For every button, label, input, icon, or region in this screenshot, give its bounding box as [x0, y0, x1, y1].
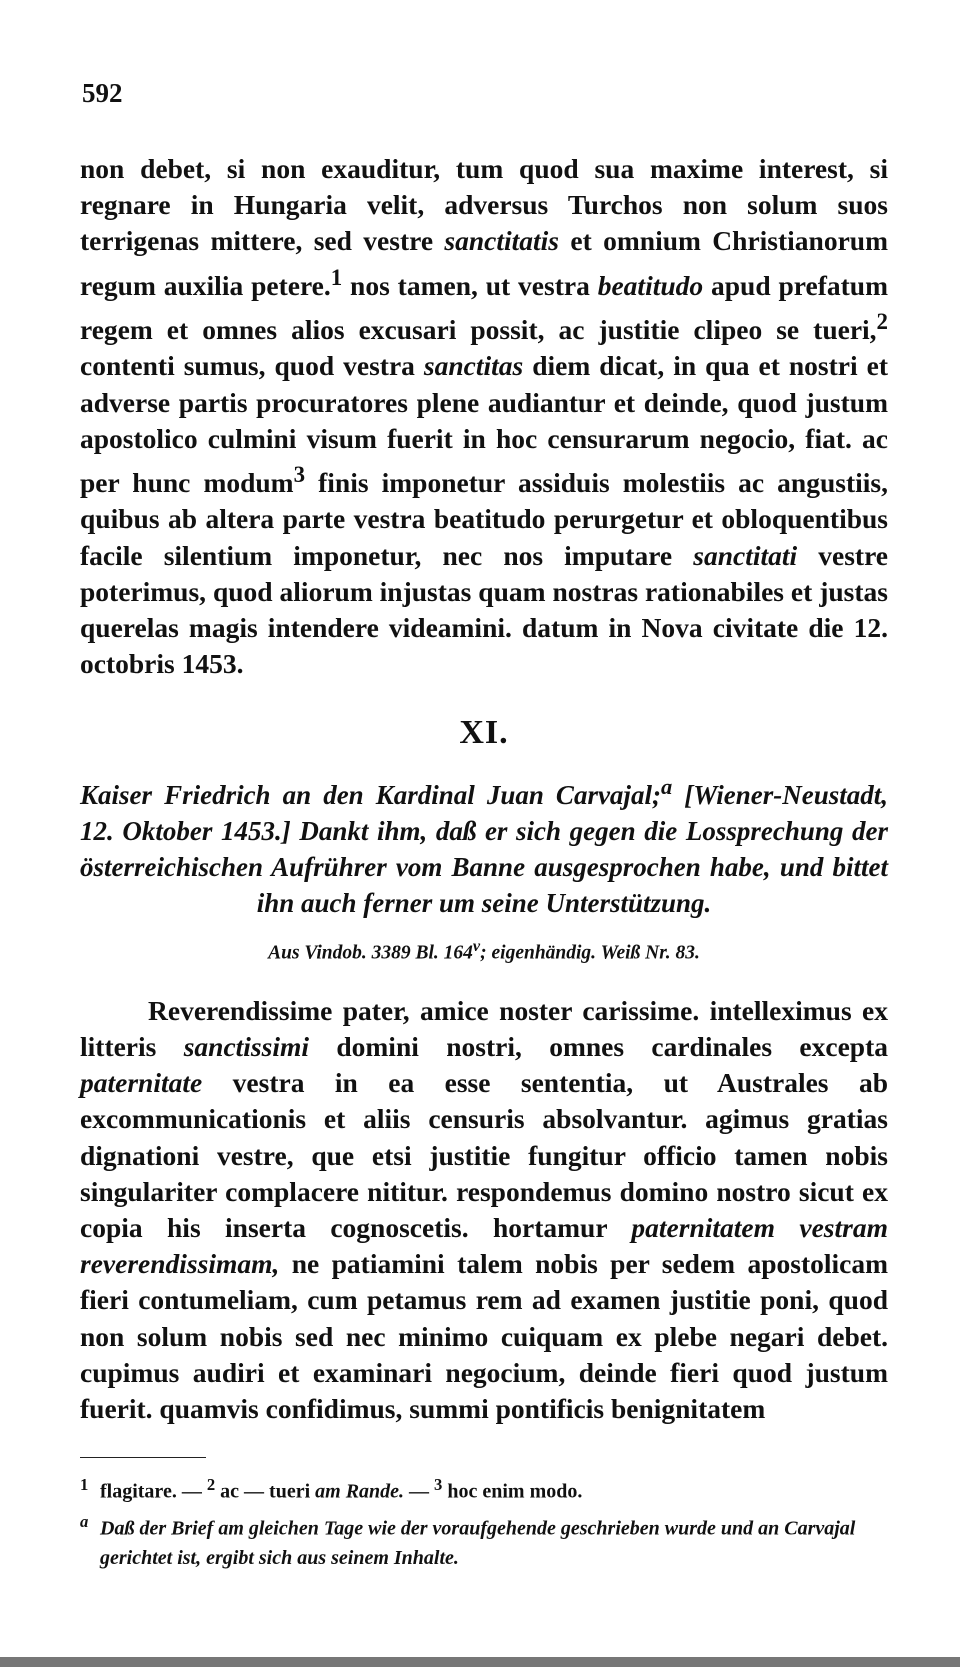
text-run: Aus Vindob. 3389 Bl. 164	[268, 942, 473, 964]
text-run: Reverendissime pater, amice noster carissime. intelleximus ex litteris	[80, 994, 888, 1063]
text-run: hoc enim modo.	[442, 1480, 583, 1503]
spaced-text: Daß der Brief am gleichen Tage wie der voraufgehende geschrieben wurde und an Carvajal gerichtet ist, ergibt sich aus seinem Inhalte.	[100, 1517, 856, 1569]
footnote-marker: a	[80, 1511, 89, 1531]
text-run: —	[404, 1480, 435, 1503]
footnote-reference: 3	[434, 1475, 443, 1495]
text-run: non debet, si non exauditur, tum quod sua maxime interest, si regnare in Hungaria velit, adversus Turchos non solum suos terrigenas mittere, sed vestre	[80, 153, 888, 257]
footnote-reference: a	[660, 774, 673, 800]
spaced-text: am Rande.	[315, 1480, 405, 1503]
page-number: 592	[82, 78, 123, 108]
footnote-reference: 1	[330, 264, 343, 290]
footnote-marker: 1	[80, 1475, 89, 1495]
spaced-text: sanctitas	[423, 350, 524, 382]
spaced-text: sanctitati	[693, 539, 798, 571]
letter-body-paragraph	[80, 993, 888, 1427]
footnote-reference: v	[472, 937, 481, 956]
section-heading: XI.	[459, 714, 509, 752]
footnote-reference: 2	[206, 1475, 216, 1495]
spaced-text: beatitudo	[597, 269, 704, 301]
text-run: apud prefatum regem et omnes alios excusari possit, ac justitie clipeo se tueri,	[80, 269, 888, 346]
text-run: nos tamen, ut vestra	[342, 269, 598, 301]
text-run: domini nostri, omnes cardinales excepta	[309, 1031, 888, 1063]
book-page	[80, 78, 888, 1573]
text-run: et omnium Christianorum regum auxilia petere.	[80, 225, 888, 301]
footnote-reference: 2	[876, 308, 888, 334]
text-run: Kaiser Friedrich an den Kardinal Juan Carvajal;	[80, 780, 661, 811]
text-run: vestra in ea esse sententia, ut Australes ab excommunicationis et aliis censuris absolvantur. agimus gratias dignationi vestre, que etsi justitie fungitur officio tamen nobis singulariter complacere nititur. respondemus domino nostro sicut ex copia his inserta cognoscetis. hortamur	[80, 1067, 888, 1244]
letter-conclusion-paragraph	[80, 151, 888, 682]
spaced-text: paternitate	[80, 1067, 203, 1099]
spaced-text: sanctitatis	[444, 225, 560, 257]
text-run: ; eigenhändig. Weiß Nr. 83.	[480, 942, 700, 964]
footnote-marker-wrap	[80, 1507, 100, 1544]
spaced-text: sanctissimi	[183, 1031, 310, 1063]
text-run: [Wiener-Neustadt, 12. Oktober 1453.] Dankt ihm, daß er sich gegen die Lossprechung der österreichischen Aufrührer vom Banne ausgesprochen habe, und bittet ihn auch ferner um seine Unterstützung.	[80, 780, 888, 919]
text-run: vestre poterimus, quod aliorum injustas quam nostras rationabiles et justas querelas magis intendere videamini. datum in Nova civitate die 12. octobris 1453.	[80, 539, 888, 680]
text-run: flagitare. —	[100, 1480, 207, 1503]
footnotes	[80, 1470, 888, 1572]
footnote-marker-wrap	[80, 1470, 100, 1507]
text-run: ne patiamini talem nobis per sedem apostolicam fieri contumeliam, cum petamus rem ad examen justitie poni, quod non solum nobis sed nec minimo cuiquam ex plebe negari debet. cupimus audiri et examinari negocium, deinde fieri quod justum fuerit. quamvis confidimus, summi pontificis benignitatem	[80, 1248, 888, 1425]
spaced-text: paternitatem vestram reverendissimam,	[80, 1212, 888, 1280]
document-summary	[80, 769, 888, 921]
footnote	[80, 1507, 888, 1573]
text-run: contenti sumus, quod vestra	[80, 350, 424, 382]
text-run: finis imponetur assiduis molestiis ac angustiis, quibus ab altera parte vestra beatitudo perurgetur et obloquentibus facile silentium imponetur, nec nos imputare	[80, 467, 888, 571]
text-run: diem dicat, in qua et nostri et adverse partis procuratores plene audiantur et deinde, quod justum apostolico culmini visum fuerit in hoc censurarum negocio, fiat. ac per hunc modum	[80, 350, 888, 499]
source-reference	[80, 937, 888, 965]
footnote-divider	[80, 1457, 206, 1458]
footnote-reference: 3	[293, 461, 306, 487]
footnote	[80, 1470, 888, 1507]
scan-bottom-edge	[0, 1657, 960, 1667]
text-run: ac — tueri	[215, 1480, 316, 1503]
